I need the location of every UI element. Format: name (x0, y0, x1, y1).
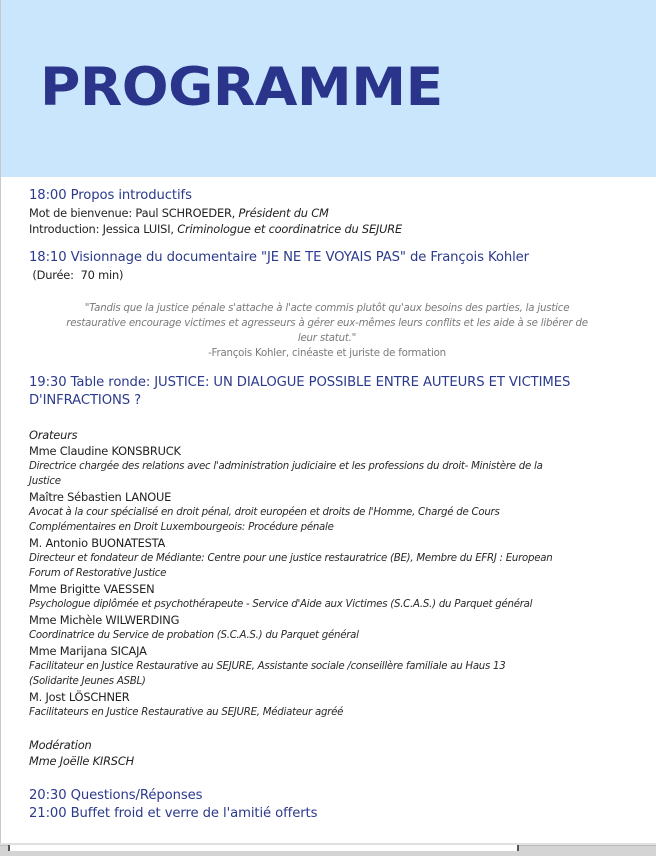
screening-heading: 18:10 Visionnage du documentaire "JE NE TE VOYAIS PAS" de François Kohler (29, 250, 529, 265)
quote-line-3: leur statut." (297, 333, 357, 344)
speaker-role: Forum of Restorative Justice (29, 568, 167, 579)
speaker-list (29, 443, 629, 720)
title-banner (1, 0, 656, 177)
speaker-name: Mme Brigitte VAESSEN (29, 582, 155, 596)
quote-line-1: "Tandis que la justice pénale s'attache à l'acte commis plutôt qu'aux besoins des parties, la justice (84, 303, 570, 314)
speaker-item (29, 443, 629, 489)
qa-heading: 20:30 Questions/Réponses (29, 788, 203, 803)
speaker-name: Mme Michèle WILWERDING (29, 613, 180, 627)
speaker-role: Facilitateurs en Justice Restaurative au SEJURE, Médiateur agréé (29, 707, 344, 718)
speaker-role: Coordinatrice du Service de probation (S.C.A.S.) du Parquet général (29, 630, 359, 641)
buffet-heading: 21:00 Buffet froid et verre de l'amitié offerts (29, 806, 318, 821)
speaker-role: Complémentaires en Droit Luxembourgeois: Procédure pénale (29, 522, 334, 533)
speakers-label: Orateurs (29, 428, 78, 442)
section-intro (29, 187, 629, 237)
roundtable-heading-1: 19:30 Table ronde: JUSTICE: UN DIALOGUE POSSIBLE ENTRE AUTEURS ET VICTIMES (29, 375, 571, 390)
horizontal-scrollbar-thumb[interactable] (8, 845, 519, 851)
moderator-name: Mme Joëlle KIRSCH (29, 754, 134, 768)
screening-duration: (Durée: 70 min) (29, 268, 124, 282)
speaker-role: (Solidarite Jeunes ASBL) (29, 676, 146, 687)
programme-content (29, 187, 629, 823)
speaker-item (29, 581, 629, 612)
moderation-label: Modération (29, 738, 92, 752)
speaker-name: Mme Claudine KONSBRUCK (29, 444, 181, 458)
speaker-item (29, 612, 629, 643)
section-closing (29, 787, 629, 823)
speaker-role: Psychologue diplômée et psychothérapeute - Service d'Aide aux Victimes (S.C.A.S.) du Parquet général (29, 599, 533, 610)
section-screening (29, 249, 629, 361)
page-title: PROGRAMME (40, 57, 443, 118)
introduction-role: Criminologue et coordinatrice du SEJURE (177, 222, 402, 236)
speaker-name: M. Jost LÖSCHNER (29, 690, 130, 704)
welcome-text: Mot de bienvenue: Paul SCHROEDER, (29, 206, 239, 220)
quote-line-2: restaurative encourage victimes et agresseurs à gérer eux-mêmes leurs conflits et les aide à se libérer de (66, 318, 588, 329)
speaker-item (29, 535, 629, 581)
roundtable-heading-2: D'INFRACTIONS ? (29, 393, 141, 408)
speaker-role: Facilitateur en Justice Restaurative au SEJURE, Assistante sociale /conseillère familiale au Haus 13 (29, 661, 506, 672)
welcome-role: Président du CM (238, 206, 329, 220)
speaker-item (29, 643, 629, 689)
speaker-name: Maître Sébastien LANOUE (29, 490, 172, 504)
speaker-role: Justice (29, 476, 61, 487)
speaker-role: Directrice chargée des relations avec l'administration judiciaire et les professions du droit- Ministère de la (29, 461, 543, 472)
welcome-line (29, 205, 629, 221)
quote-author: -François Kohler, cinéaste et juriste de formation (208, 348, 446, 359)
speaker-item (29, 689, 629, 720)
speaker-role: Directeur et fondateur de Médiante: Centre pour une justice restauratrice (BE), Membre du EFRJ : European (29, 553, 553, 564)
introduction-text: Introduction: Jessica LUISI, (29, 222, 178, 236)
intro-heading: 18:00 Propos introductifs (29, 188, 192, 203)
speaker-item (29, 489, 629, 535)
speaker-role: Avocat à la cour spécialisé en droit pénal, droit européen et droits de l'Homme, Chargé de Cours (29, 507, 500, 518)
film-quote (29, 301, 625, 361)
speaker-name: Mme Marijana SICAJA (29, 644, 147, 658)
section-roundtable (29, 374, 629, 769)
speaker-name: M. Antonio BUONATESTA (29, 536, 166, 550)
introduction-line (29, 221, 629, 237)
